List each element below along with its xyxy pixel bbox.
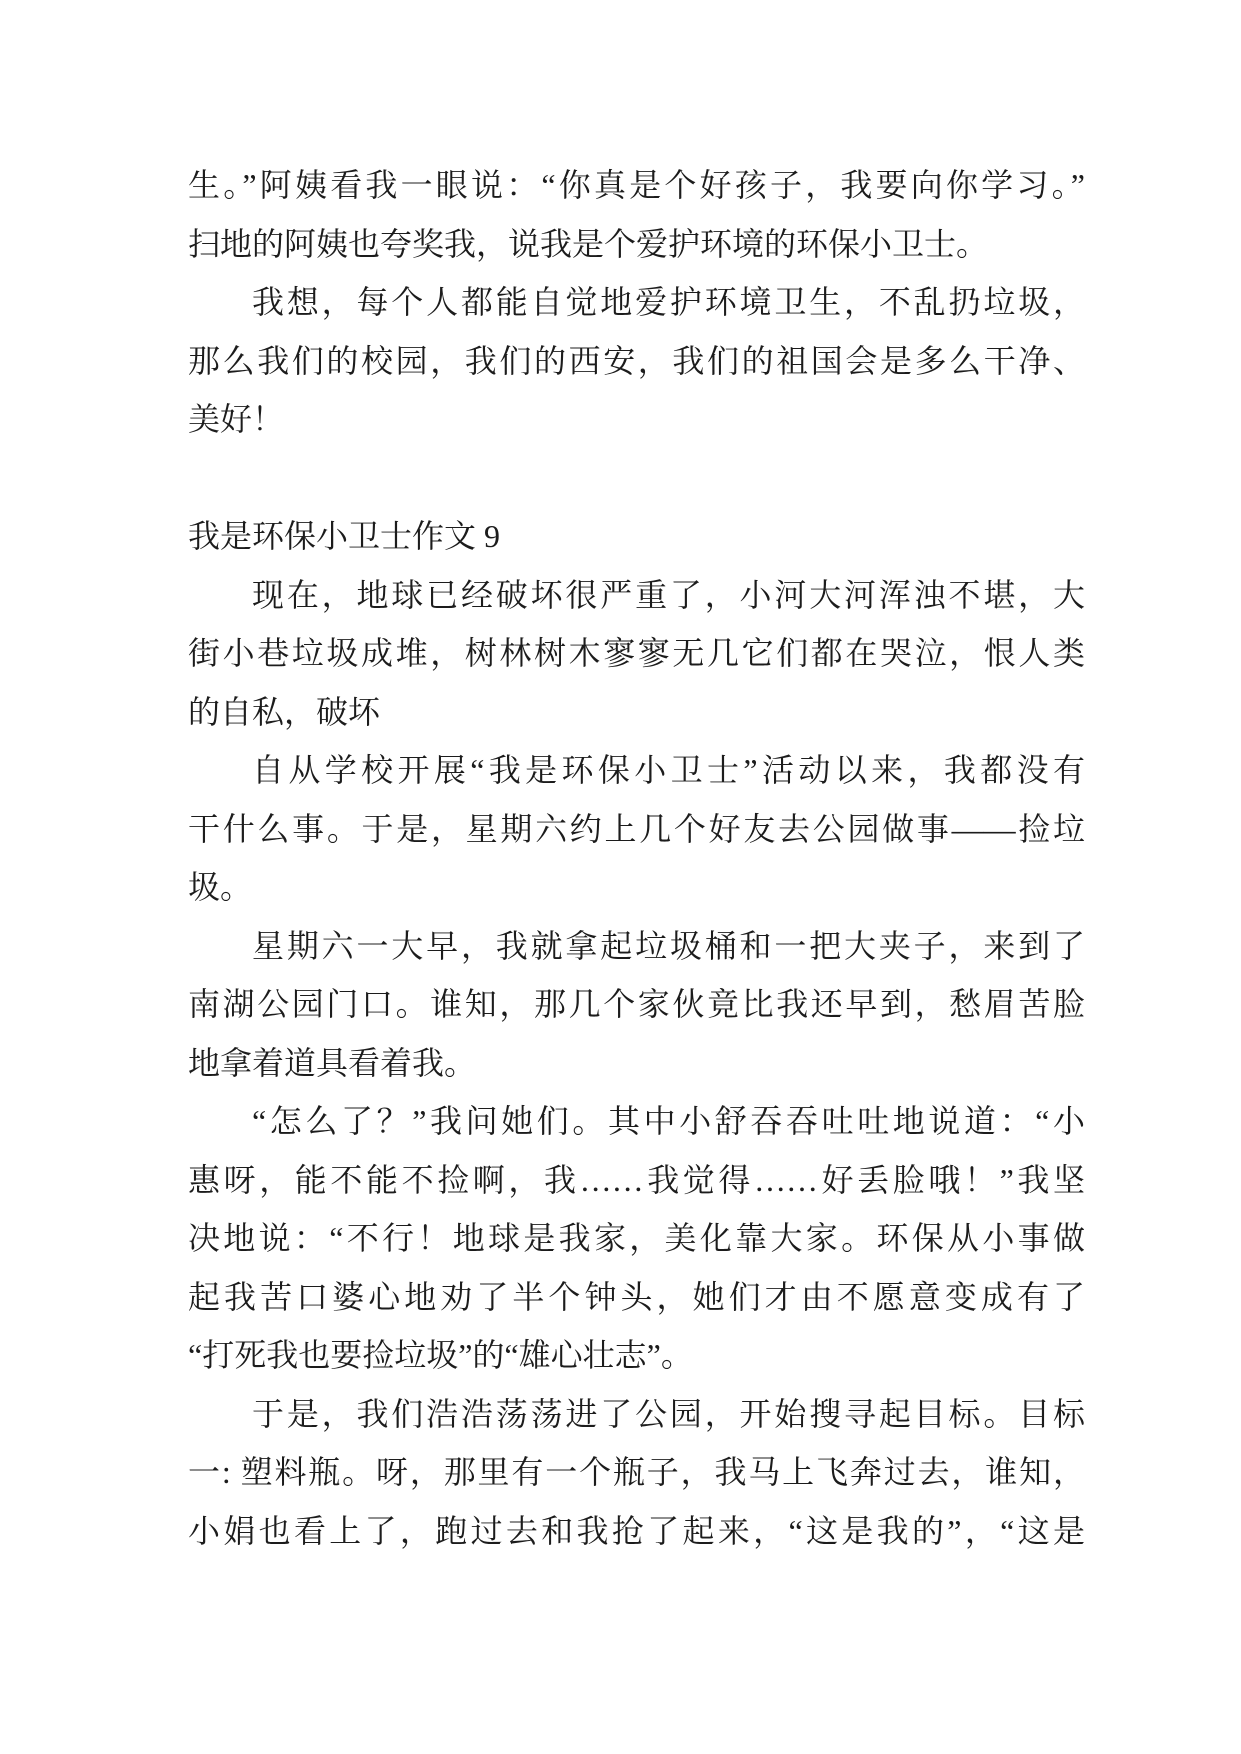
text-line: 星期六一大早，我就拿起垃圾桶和一把大夹子，来到了 <box>252 927 1085 964</box>
text-line: 小娟也看上了，跑过去和我抢了起来，“这是我的”，“这是 <box>188 1512 1085 1549</box>
text-line: 地拿着道具看着我。 <box>188 1044 477 1081</box>
text-line: 圾。 <box>188 869 253 905</box>
text-line: “怎么了？”我问她们。其中小舒吞吞吐吐地说道：“小 <box>252 1103 1085 1139</box>
text-line: 扫地的阿姨也夸奖我，说我是个爱护环境的环保小卫士。 <box>188 225 989 262</box>
text-line: 街小巷垃圾成堆，树林树木寥寥无几它们都在哭泣，恨人类 <box>188 635 1085 671</box>
text-line: 自从学校开展“我是环保小卫士”活动以来，我都没有 <box>252 752 1085 788</box>
text-line: 南湖公园门口。谁知，那几个家伙竟比我还早到，愁眉苦脸 <box>188 986 1085 1022</box>
text-line: 惠呀，能不能不捡啊，我……我觉得……好丢脸哦！”我坚 <box>188 1161 1085 1198</box>
text-line: 起我苦口婆心地劝了半个钟头，她们才由不愿意变成有了 <box>188 1278 1085 1315</box>
document-content <box>188 156 1085 1560</box>
text-line: “打死我也要捡垃圾”的“雄心壮志”。 <box>188 1337 693 1373</box>
blank-line <box>188 449 1085 508</box>
text-line: 干什么事。于是，星期六约上几个好友去公园做事——捡垃 <box>188 810 1085 847</box>
text-line: 于是，我们浩浩荡荡进了公园，开始搜寻起目标。目标 <box>252 1395 1085 1432</box>
text-line: 生。”阿姨看我一眼说：“你真是个好孩子，我要向你学习。” <box>188 167 1085 203</box>
text-line: 的自私，破坏 <box>188 693 381 730</box>
text-line: 美好！ <box>188 401 285 437</box>
text-line: 一: 塑料瓶。呀，那里有一个瓶子，我马上飞奔过去，谁知， <box>188 1454 1085 1490</box>
text-line: 我想，每个人都能自觉地爱护环境卫生，不乱扔垃圾， <box>252 284 1085 320</box>
text-line: 那么我们的校园，我们的西安，我们的祖国会是多么干净、 <box>188 342 1085 379</box>
text-line: 决地说：“不行！地球是我家，美化靠大家。环保从小事做 <box>188 1220 1085 1256</box>
text-line: 现在，地球已经破坏很严重了，小河大河浑浊不堪，大 <box>252 576 1085 613</box>
section-heading: 我是环保小卫士作文 9 <box>188 518 501 554</box>
